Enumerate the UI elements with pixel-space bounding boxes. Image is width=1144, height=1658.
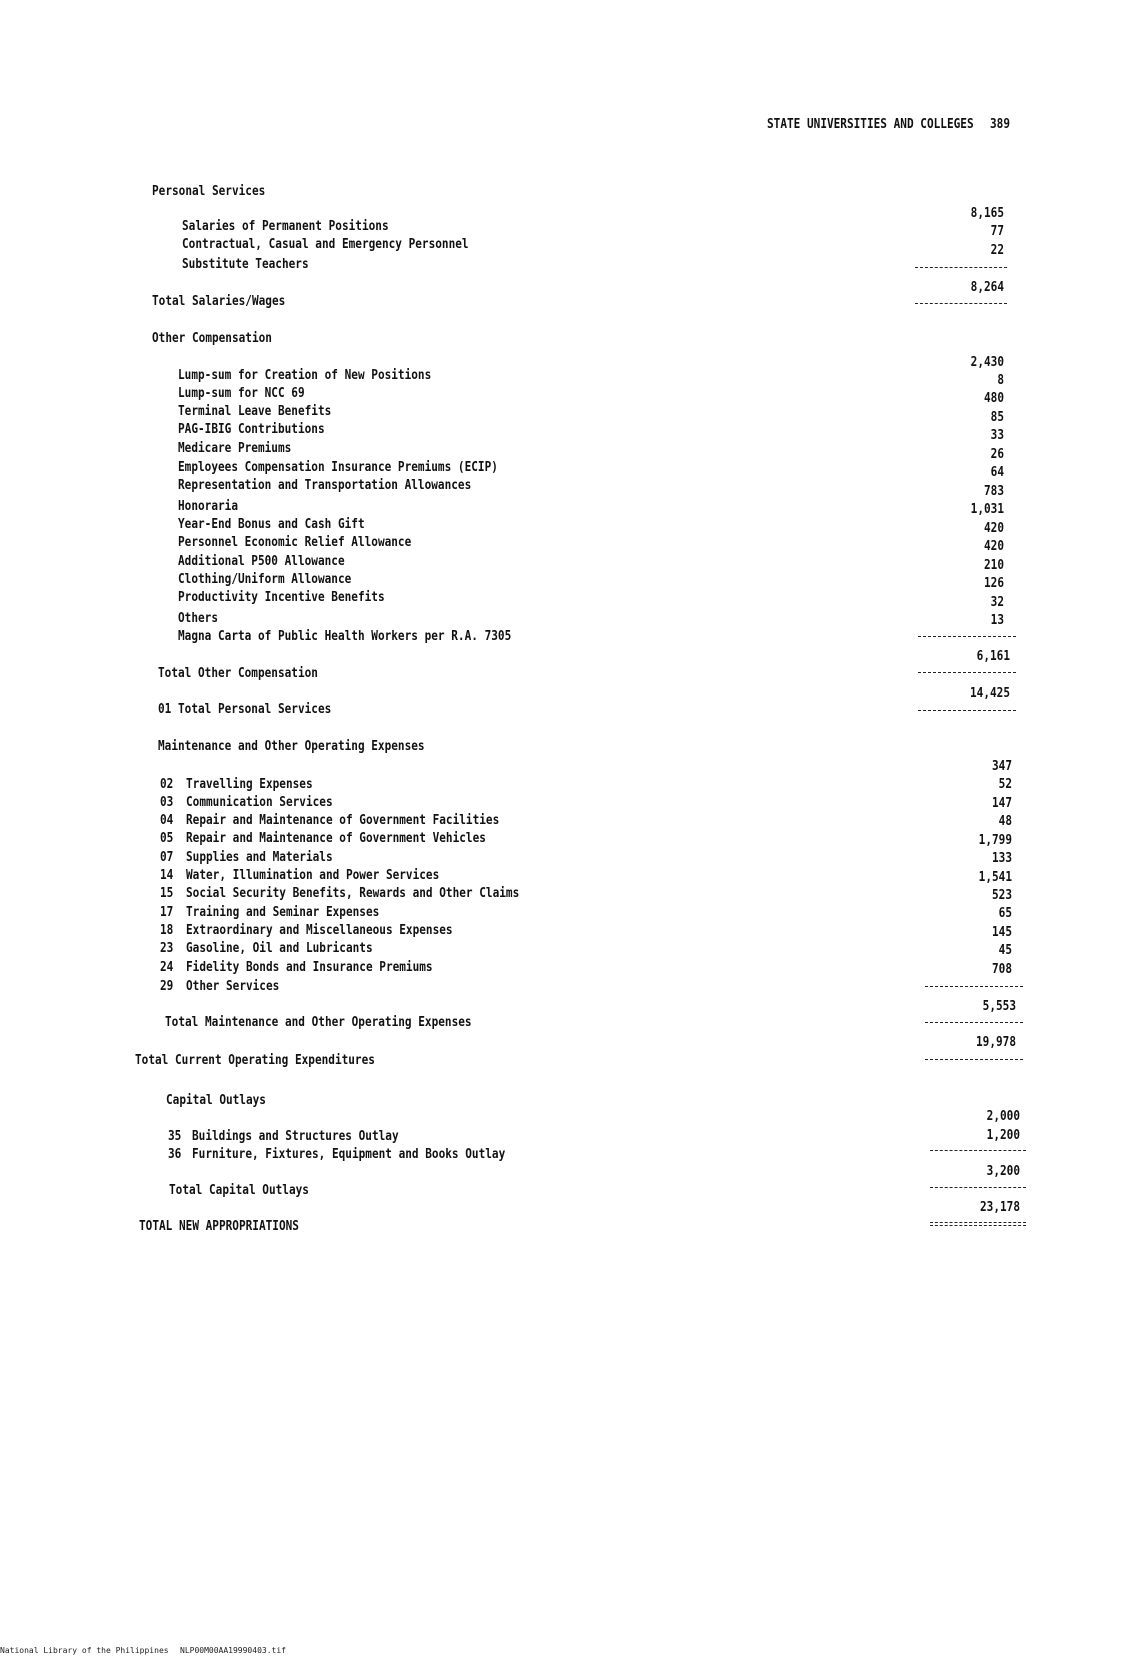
capital-label: Buildings and Structures Outlay: [192, 1128, 399, 1144]
other-comp-amount: 783: [983, 483, 1004, 499]
mooe-label: Social Security Benefits, Rewards and Other Claims: [186, 885, 520, 901]
capital-label: Furniture, Fixtures, Equipment and Books Outlay: [192, 1146, 506, 1162]
total-current-label: Total Current Operating Expenditures: [135, 1052, 375, 1068]
rule: [930, 1187, 1026, 1188]
other-comp-label: Personnel Economic Relief Allowance: [178, 534, 412, 550]
rule: [915, 267, 1007, 268]
mooe-label: Repair and Maintenance of Government Facilities: [186, 812, 500, 828]
mooe-label: Supplies and Materials: [186, 849, 333, 865]
other-comp-amount: 85: [990, 409, 1004, 425]
other-comp-label: Additional P500 Allowance: [178, 553, 345, 569]
grand-total-amount: 23,178: [979, 1199, 1020, 1215]
capital-code: 36: [168, 1146, 182, 1162]
mooe-label: Other Services: [186, 978, 280, 994]
rule: [925, 1059, 1023, 1060]
other-comp-label: Terminal Leave Benefits: [178, 403, 332, 419]
total-ps-label: 01 Total Personal Services: [158, 701, 332, 717]
mooe-amount: 48: [998, 813, 1012, 829]
mooe-code: 29: [160, 978, 174, 994]
mooe-label: Repair and Maintenance of Government Vehicles: [186, 830, 486, 846]
mooe-amount: 52: [998, 776, 1012, 792]
mooe-amount: 65: [998, 905, 1012, 921]
mooe-code: 03: [160, 794, 174, 810]
other-comp-amount: 480: [983, 390, 1004, 406]
capital-code: 35: [168, 1128, 182, 1144]
total-salaries-amount: 8,264: [970, 279, 1004, 295]
mooe-code: 05: [160, 830, 174, 846]
other-comp-amount: 1,031: [970, 501, 1004, 517]
other-comp-amount: 33: [990, 427, 1004, 443]
mooe-amount: 1,799: [978, 832, 1012, 848]
mooe-label: Communication Services: [186, 794, 333, 810]
library-credit: National Library of the Philippines: [0, 1646, 169, 1655]
total-current-amount: 19,978: [975, 1034, 1016, 1050]
mooe-code: 17: [160, 904, 174, 920]
other-comp-label: Clothing/Uniform Allowance: [178, 571, 352, 587]
other-comp-label: Medicare Premiums: [178, 440, 292, 456]
other-comp-label: Lump-sum for Creation of New Positions: [178, 367, 432, 383]
mooe-code: 14: [160, 867, 174, 883]
total-other-comp-amount: 6,161: [976, 648, 1010, 664]
page-number: 389: [990, 116, 1011, 132]
rule: [918, 710, 1016, 711]
other-comp-amount: 26: [990, 446, 1004, 462]
mooe-amount: 45: [998, 942, 1012, 958]
other-comp-label: PAG-IBIG Contributions: [178, 421, 325, 437]
capital-total-amount: 3,200: [986, 1163, 1020, 1179]
salary-label: Salaries of Permanent Positions: [182, 218, 389, 234]
salary-label: Contractual, Casual and Emergency Personnel: [182, 236, 469, 252]
mooe-code: 23: [160, 940, 174, 956]
rule: [915, 303, 1007, 304]
mooe-code: 04: [160, 812, 174, 828]
rule: [925, 1022, 1023, 1023]
other-comp-label: Year-End Bonus and Cash Gift: [178, 516, 365, 532]
rule: [918, 636, 1016, 637]
mooe-amount: 708: [991, 961, 1012, 977]
mooe-label: Gasoline, Oil and Lubricants: [186, 940, 373, 956]
mooe-code: 02: [160, 776, 174, 792]
other-comp-label: Employees Compensation Insurance Premiums (ECIP): [178, 459, 498, 475]
mooe-code: 18: [160, 922, 174, 938]
mooe-label: Water, Illumination and Power Services: [186, 867, 440, 883]
other-comp-label: Lump-sum for NCC 69: [178, 385, 305, 401]
mooe-code: 15: [160, 885, 174, 901]
file-id: NLP00M00AA19990403.tif: [180, 1646, 286, 1655]
other-comp-amount: 210: [983, 557, 1004, 573]
mooe-amount: 1,541: [978, 869, 1012, 885]
other-comp-label: Representation and Transportation Allowances: [178, 477, 472, 493]
other-comp-amount: 8: [997, 372, 1004, 388]
other-comp-label: Others: [178, 610, 219, 626]
capital-amount: 2,000: [986, 1108, 1020, 1124]
personal-services-heading: Personal Services: [152, 183, 266, 199]
mooe-total-amount: 5,553: [982, 998, 1016, 1014]
mooe-total-label: Total Maintenance and Other Operating Expenses: [165, 1014, 472, 1030]
total-other-comp-label: Total Other Compensation: [158, 665, 318, 681]
mooe-code: 07: [160, 849, 174, 865]
other-comp-amount: 420: [983, 520, 1004, 536]
other-comp-amount: 420: [983, 538, 1004, 554]
mooe-amount: 145: [991, 924, 1012, 940]
mooe-amount: 133: [991, 850, 1012, 866]
rule: [930, 1150, 1026, 1151]
other-comp-label: Magna Carta of Public Health Workers per R.A. 7305: [178, 628, 512, 644]
mooe-heading: Maintenance and Other Operating Expenses: [158, 738, 425, 754]
salary-label: Substitute Teachers: [182, 256, 309, 272]
other-comp-heading: Other Compensation: [152, 330, 272, 346]
mooe-label: Training and Seminar Expenses: [186, 904, 380, 920]
other-comp-amount: 126: [983, 575, 1004, 591]
salary-amount: 22: [990, 242, 1004, 258]
other-comp-label: Productivity Incentive Benefits: [178, 589, 385, 605]
mooe-code: 24: [160, 959, 174, 975]
double-rule: [930, 1222, 1026, 1223]
grand-total-label: TOTAL NEW APPROPRIATIONS: [139, 1218, 299, 1234]
capital-amount: 1,200: [986, 1127, 1020, 1143]
salary-amount: 77: [990, 223, 1004, 239]
capital-heading: Capital Outlays: [166, 1092, 266, 1108]
rule: [925, 986, 1023, 987]
mooe-amount: 347: [991, 758, 1012, 774]
mooe-amount: 523: [991, 887, 1012, 903]
salary-amount: 8,165: [970, 205, 1004, 221]
rule: [918, 672, 1016, 673]
mooe-amount: 147: [991, 795, 1012, 811]
mooe-label: Fidelity Bonds and Insurance Premiums: [186, 959, 433, 975]
other-comp-label: Honoraria: [178, 498, 238, 514]
other-comp-amount: 2,430: [970, 354, 1004, 370]
total-ps-amount: 14,425: [969, 685, 1010, 701]
other-comp-amount: 64: [990, 464, 1004, 480]
total-salaries-label: Total Salaries/Wages: [152, 293, 286, 309]
mooe-label: Travelling Expenses: [186, 776, 313, 792]
capital-total-label: Total Capital Outlays: [169, 1182, 309, 1198]
other-comp-amount: 13: [990, 612, 1004, 628]
mooe-label: Extraordinary and Miscellaneous Expenses: [186, 922, 453, 938]
other-comp-amount: 32: [990, 594, 1004, 610]
section-title: STATE UNIVERSITIES AND COLLEGES: [767, 116, 974, 132]
